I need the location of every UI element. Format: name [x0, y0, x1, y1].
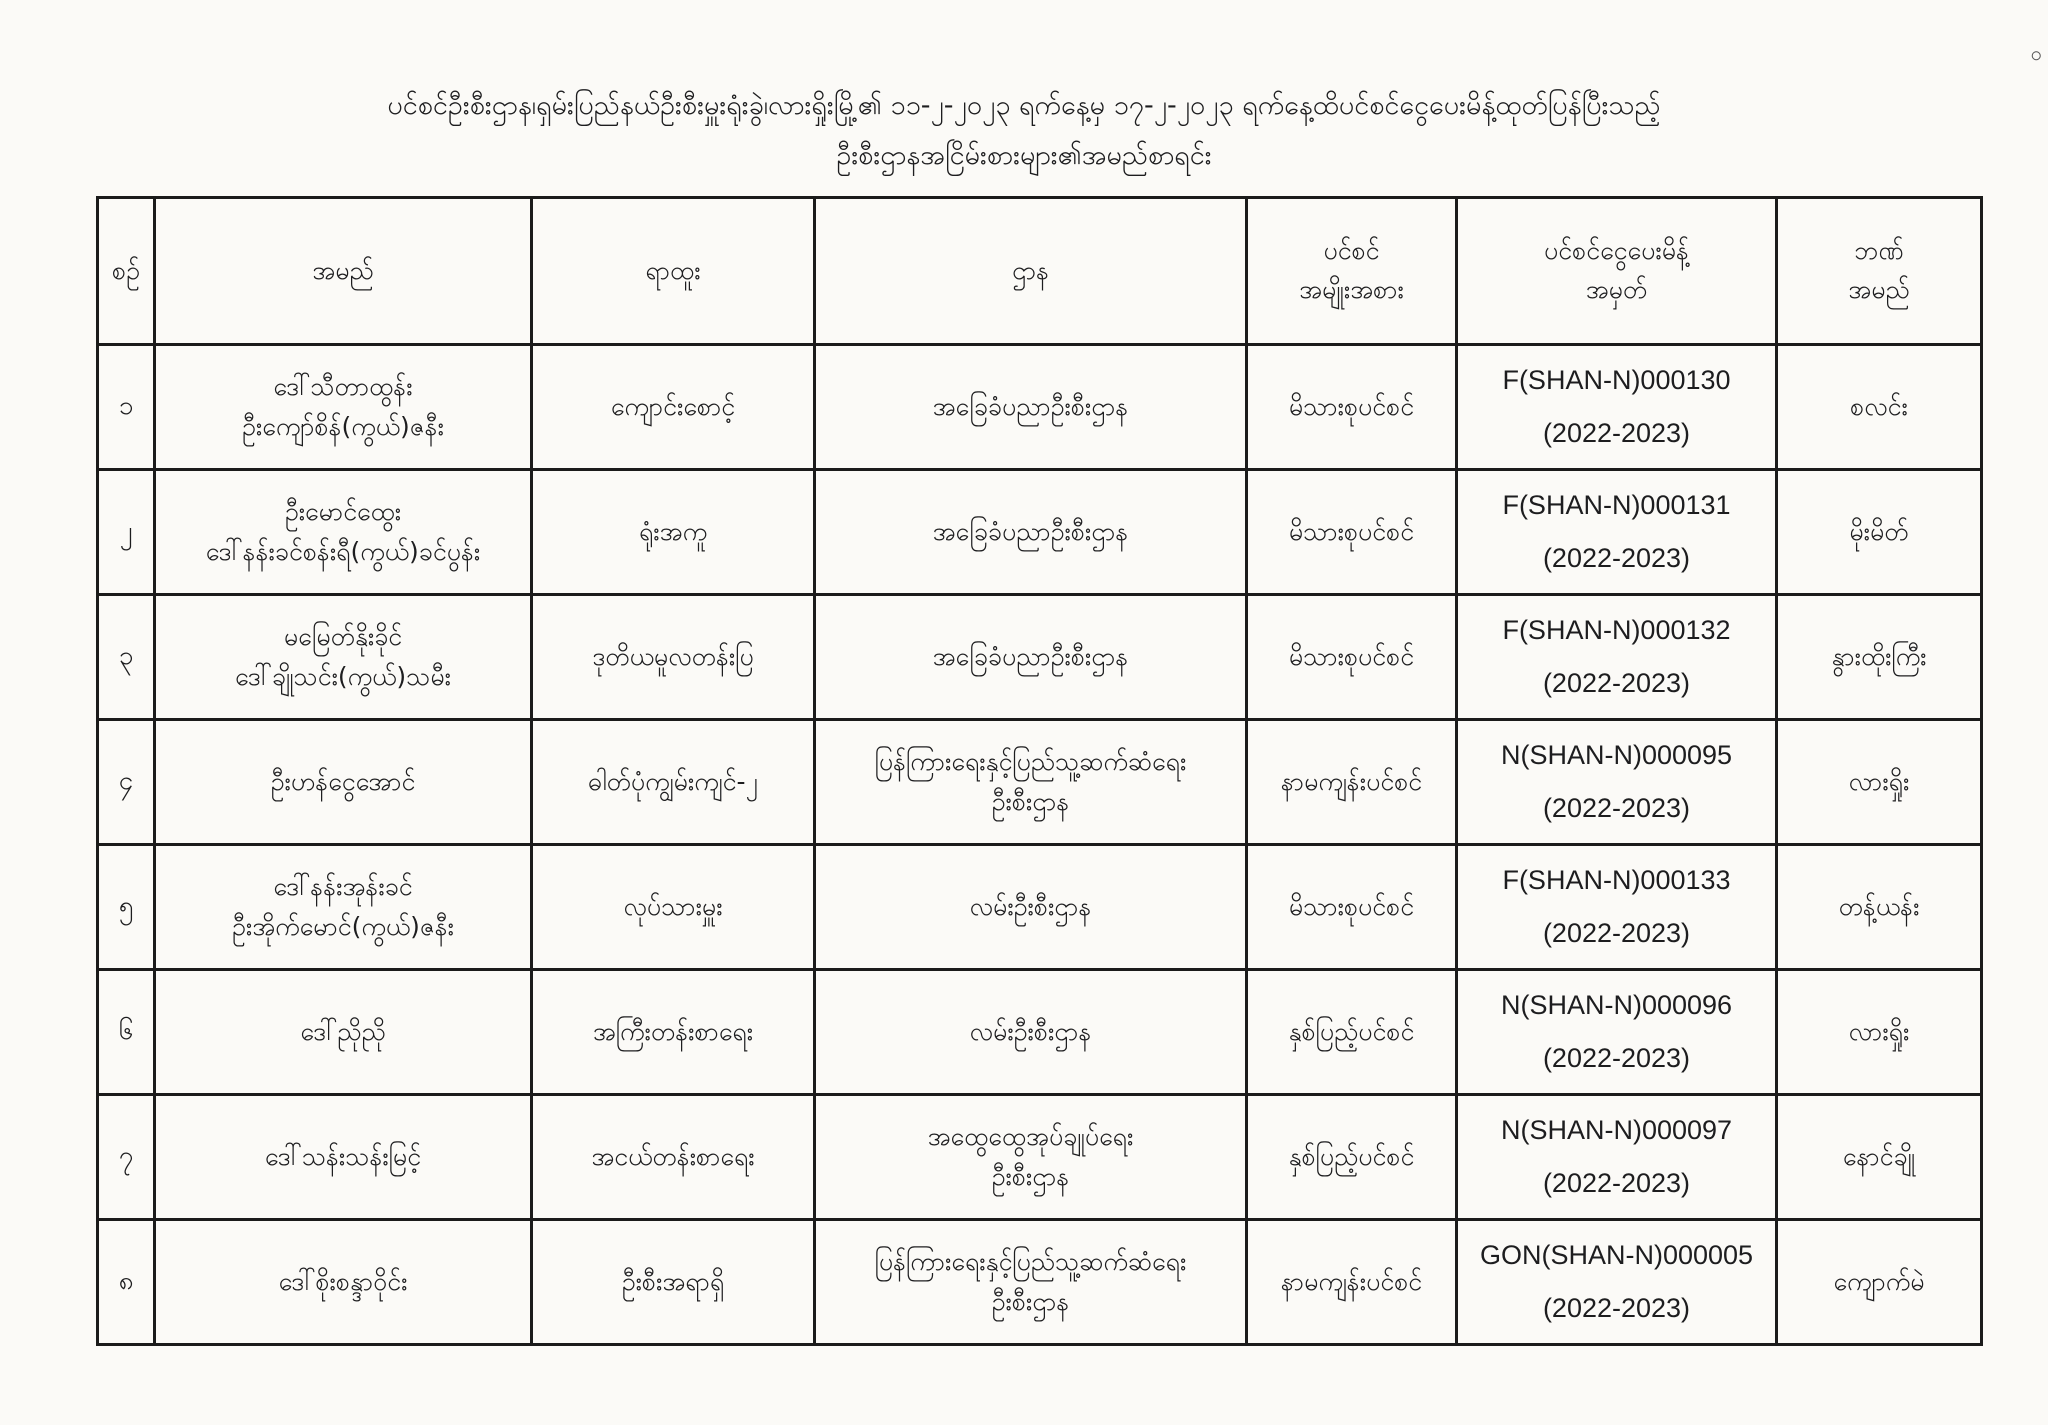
cell-name — [155, 1095, 532, 1220]
cell-rank: အကြီးတန်းစာရေး — [532, 970, 815, 1095]
cell-no: ၅ — [98, 845, 155, 970]
cell-department: လမ်းဦးစီးဌာန — [815, 845, 1247, 970]
document-title-line-2: ဦးစီးဌာနအငြိမ်းစားများ၏အမည်စာရင်း — [836, 140, 1212, 171]
order-year: (2022-2023) — [1542, 418, 1691, 448]
cell-department: ပြန်ကြားရေးနှင့်ပြည်သူ့ဆက်ဆံရေး ဦးစီးဌာန — [815, 1220, 1247, 1345]
cell-order-no — [1457, 845, 1777, 970]
cell-order-no — [1457, 970, 1777, 1095]
cell-no: ၁ — [98, 345, 155, 470]
cell-rank: ဒုတိယမူလတန်းပြ — [532, 595, 815, 720]
cell-no: ၄ — [98, 720, 155, 845]
cell-order-no — [1457, 1095, 1777, 1220]
pensioner-table — [96, 196, 1983, 1346]
name-secondary: ဦးအိုက်မောင်(ကွယ်)ဇနီး — [231, 912, 455, 941]
cell-department: အခြေခံပညာဦးစီးဌာန — [815, 595, 1247, 720]
order-number: F(SHAN-N)000131 — [1502, 489, 1731, 520]
cell-order-no — [1457, 720, 1777, 845]
cell-rank: ကျောင်းစောင့် — [532, 345, 815, 470]
header-department: ဌာန — [815, 198, 1247, 345]
table-row — [98, 720, 1982, 845]
cell-pension-type: နှစ်ပြည့်ပင်စင် — [1247, 1095, 1457, 1220]
name-secondary: ဦးကျော်စိန်(ကွယ်)ဇနီး — [242, 412, 444, 441]
table-row — [98, 595, 1982, 720]
cell-pension-type: နာမကျန်းပင်စင် — [1247, 1220, 1457, 1345]
order-number: N(SHAN-N)000097 — [1500, 1114, 1733, 1145]
cell-treasury: လားရှိုး — [1777, 720, 1982, 845]
table-row — [98, 845, 1982, 970]
table-row — [98, 470, 1982, 595]
cell-name — [155, 470, 532, 595]
table-body — [98, 345, 1982, 1345]
cell-order-no — [1457, 470, 1777, 595]
cell-name — [155, 595, 532, 720]
name-primary: ဒေါ်နန်းအုန်းခင် — [273, 872, 413, 901]
cell-rank: ဦးစီးအရာရှိ — [532, 1220, 815, 1345]
cell-no: ၂ — [98, 470, 155, 595]
cell-pension-type: နာမကျန်းပင်စင် — [1247, 720, 1457, 845]
name-secondary: ဒေါ်နန်းခင်စန်းရီ(ကွယ်)ခင်ပွန်း — [205, 537, 481, 566]
cell-no: ၈ — [98, 1220, 155, 1345]
order-number: F(SHAN-N)000132 — [1502, 614, 1731, 645]
name-primary: ဒေါ်ညိုညို — [300, 1017, 386, 1046]
order-year: (2022-2023) — [1542, 1168, 1691, 1198]
cell-rank: လုပ်သားမှူး — [532, 845, 815, 970]
cell-no: ၇ — [98, 1095, 155, 1220]
order-year: (2022-2023) — [1542, 1043, 1691, 1073]
table-row — [98, 345, 1982, 470]
cell-treasury: နောင်ချို — [1777, 1095, 1982, 1220]
cell-department: အထွေထွေအုပ်ချုပ်ရေး ဦးစီးဌာန — [815, 1095, 1247, 1220]
order-year: (2022-2023) — [1542, 793, 1691, 823]
order-year: (2022-2023) — [1542, 918, 1691, 948]
cell-rank: ရုံးအကူ — [532, 470, 815, 595]
order-number: F(SHAN-N)000130 — [1502, 364, 1731, 395]
cell-name — [155, 845, 532, 970]
table-row — [98, 1095, 1982, 1220]
cell-pension-type: မိသားစုပင်စင် — [1247, 470, 1457, 595]
table-header-row — [98, 198, 1982, 345]
name-secondary: ဒေါ်ချိုသင်း(ကွယ်)သမီး — [235, 662, 451, 691]
order-number: F(SHAN-N)000133 — [1502, 864, 1731, 895]
cell-rank: အငယ်တန်းစာရေး — [532, 1095, 815, 1220]
cell-name — [155, 345, 532, 470]
table-row — [98, 970, 1982, 1095]
cell-name — [155, 720, 532, 845]
header-name: အမည် — [155, 198, 532, 345]
name-primary: ဒေါ်သီတာထွန်း — [273, 372, 413, 401]
cell-order-no — [1457, 345, 1777, 470]
name-primary: ဒေါ်သန်းသန်းမြင့် — [264, 1142, 422, 1171]
header-pension-type: ပင်စင် အမျိုးအစား — [1247, 198, 1457, 345]
cell-department: လမ်းဦးစီးဌာန — [815, 970, 1247, 1095]
name-primary: မမြေတ်နိုးခိုင် — [283, 622, 403, 651]
cell-name — [155, 1220, 532, 1345]
cell-treasury: နွားထိုးကြီး — [1777, 595, 1982, 720]
cell-pension-type: မိသားစုပင်စင် — [1247, 595, 1457, 720]
order-year: (2022-2023) — [1542, 543, 1691, 573]
edge-mark: ဝ — [2030, 41, 2042, 65]
name-primary: ဦးမောင်ထွေး — [284, 497, 402, 526]
cell-pension-type: မိသားစုပင်စင် — [1247, 345, 1457, 470]
document-title-line-1: ပင်စင်ဦးစီးဌာန၊ရှမ်းပြည်နယ်ဦးစီးမှူးရုံးခွဲ၊လားရှိုးမြို့၏ ၁၁-၂-၂၀၂၃ ရက်နေ့မှ ၁၇-၂-၂၀၂၃ ရက်နေ့ထိပင်စင်ငွေပေးမိန့်ထုတ်ပြန်ပြီးသည့် — [387, 90, 1661, 121]
cell-treasury: တန့်ယန်း — [1777, 845, 1982, 970]
order-year: (2022-2023) — [1542, 1293, 1691, 1323]
cell-treasury: မိုးမိတ် — [1777, 470, 1982, 595]
name-primary: ဒေါ်စိုးစန္ဒာဝိုင်း — [278, 1267, 408, 1296]
header-treasury: ဘဏ် အမည် — [1777, 198, 1982, 345]
cell-treasury: ကျောက်မဲ — [1777, 1220, 1982, 1345]
order-number: N(SHAN-N)000096 — [1500, 989, 1733, 1020]
cell-rank: ဓါတ်ပုံကျွမ်းကျင်-၂ — [532, 720, 815, 845]
cell-department: အခြေခံပညာဦးစီးဌာန — [815, 470, 1247, 595]
header-rank: ရာထူး — [532, 198, 815, 345]
cell-treasury: စလင်း — [1777, 345, 1982, 470]
order-number: GON(SHAN-N)000005 — [1479, 1239, 1754, 1270]
cell-no: ၆ — [98, 970, 155, 1095]
cell-treasury: လားရှိုး — [1777, 970, 1982, 1095]
cell-no: ၃ — [98, 595, 155, 720]
name-primary: ဦးဟန်ငွေအောင် — [270, 767, 416, 796]
order-year: (2022-2023) — [1542, 668, 1691, 698]
order-number: N(SHAN-N)000095 — [1500, 739, 1733, 770]
cell-department: ပြန်ကြားရေးနှင့်ပြည်သူ့ဆက်ဆံရေး ဦးစီးဌာန — [815, 720, 1247, 845]
table-row — [98, 1220, 1982, 1345]
cell-name — [155, 970, 532, 1095]
header-no: စဉ် — [98, 198, 155, 345]
cell-department: အခြေခံပညာဦးစီးဌာန — [815, 345, 1247, 470]
cell-pension-type: မိသားစုပင်စင် — [1247, 845, 1457, 970]
cell-pension-type: နှစ်ပြည့်ပင်စင် — [1247, 970, 1457, 1095]
header-order-no: ပင်စင်ငွေပေးမိန့် အမှတ် — [1457, 198, 1777, 345]
cell-order-no — [1457, 595, 1777, 720]
cell-order-no — [1457, 1220, 1777, 1345]
